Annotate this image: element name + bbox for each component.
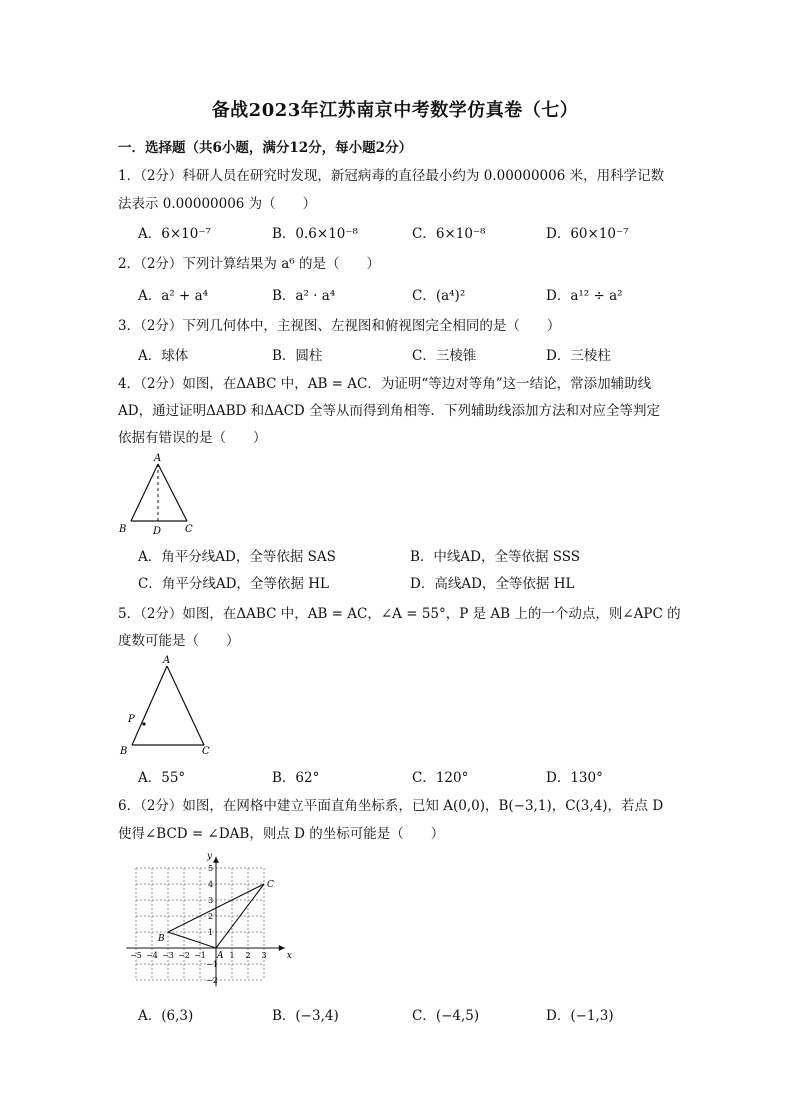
q4-side-ab: [131, 464, 158, 521]
q6-stem-line2: 使得∠BCD = ∠DAB，则点 D 的坐标可能是（ ）: [118, 826, 445, 842]
q4-stem-line2: AD，通过证明ΔABD 和ΔACD 全等从而得到角相等．下列辅助线添加方法和对应全等判定: [118, 403, 661, 419]
q4-stem-line3: 依据有错误的是（ ）: [118, 430, 267, 446]
q6-label-c: C: [267, 880, 274, 890]
q4-label-b: B: [119, 524, 127, 535]
q6-option-a[interactable]: A．(6,3): [138, 1008, 194, 1024]
q6-x-tick-label: −5: [130, 951, 142, 960]
q1-option-d[interactable]: D．60×10⁻⁷: [546, 226, 629, 242]
q4-label-d: D: [153, 526, 162, 537]
q6-y-tick-label: 2: [208, 912, 214, 921]
q3-option-a[interactable]: A．球体: [138, 348, 189, 364]
q2-stem: 2．（2分）下列计算结果为 a⁶ 的是（ ）: [118, 256, 380, 272]
q6-y-tick-label: 3: [208, 896, 214, 905]
q4-option-d[interactable]: D．高线AD，全等依据 HL: [410, 576, 575, 592]
q6-x-axis-arrow: [279, 945, 285, 951]
q3-option-b[interactable]: B．圆柱: [272, 348, 323, 364]
q4-stem-line1: 4．（2分）如图，在ΔABC 中，AB = AC．为证明“等边对等角”这一结论，常添加辅助线: [118, 376, 652, 392]
q5-option-a[interactable]: A．55°: [138, 770, 186, 786]
q3-stem: 3．（2分）下列几何体中，主视图、左视图和俯视图完全相同的是（ ）: [118, 318, 561, 334]
q4-side-ac: [158, 464, 187, 521]
q6-y-axis-label: y: [207, 851, 213, 862]
q1-option-b[interactable]: B．0.6×10⁻⁸: [272, 226, 358, 242]
q5-triangle-figure: [114, 652, 220, 758]
q6-tick-labels: [130, 864, 267, 985]
q6-x-tick-label: −1: [194, 951, 206, 960]
q5-label-p: P: [128, 714, 135, 725]
q3-option-c[interactable]: C．三棱锥: [412, 348, 477, 364]
q6-y-tick-label: 1: [208, 928, 214, 937]
q2-option-c[interactable]: C．(a⁴)²: [412, 288, 466, 304]
q5-stem-line2: 度数可能是（ ）: [118, 633, 240, 649]
q1-option-c[interactable]: C．6×10⁻⁸: [412, 226, 486, 242]
q5-option-d[interactable]: D．130°: [546, 770, 603, 786]
q1-stem-line1: 1．（2分）科研人员在研究时发现，新冠病毒的直径最小约为 0.00000006 米，用科学记数: [118, 168, 665, 184]
q6-stem-line1: 6．（2分）如图，在网格中建立平面直角坐标系，已知 A(0,0)，B(−3,1)，C(3,4)，若点 D: [118, 798, 664, 814]
q6-x-tick-label: −2: [178, 951, 190, 960]
q4-triangle-figure: [114, 450, 204, 538]
q6-option-c[interactable]: C．(−4,5): [412, 1008, 480, 1024]
q2-option-a[interactable]: A．a² + a⁴: [138, 288, 209, 304]
q6-x-tick-label: −3: [162, 951, 174, 960]
q6-y-tick-label: −2: [206, 976, 218, 985]
q4-label-a: A: [154, 453, 162, 464]
q6-x-axis-label: x: [286, 951, 292, 961]
q6-y-tick-label: 4: [208, 880, 214, 889]
q6-option-d[interactable]: D．(−1,3): [546, 1008, 614, 1024]
q4-label-c: C: [185, 524, 193, 535]
q5-label-a: A: [163, 655, 171, 666]
q4-option-a[interactable]: A．角平分线AD，全等依据 SAS: [138, 549, 336, 565]
q2-option-d[interactable]: D．a¹² ÷ a²: [546, 288, 623, 304]
q1-stem-line2: 法表示 0.00000006 为（ ）: [118, 196, 317, 212]
q4-option-b[interactable]: B．中线AD，全等依据 SSS: [410, 549, 581, 565]
q6-x-tick-label: −4: [146, 951, 158, 960]
q4-option-c[interactable]: C．角平分线AD，全等依据 HL: [138, 576, 329, 592]
section-heading: 一．选择题（共6小题，满分12分，每小题2分）: [118, 140, 413, 156]
q6-y-tick-label: −1: [206, 960, 218, 969]
q6-x-tick-label: 1: [229, 951, 235, 960]
q6-coordinate-grid-figure: [118, 848, 298, 990]
q5-label-b: B: [120, 746, 128, 757]
q6-label-b: B: [158, 934, 165, 944]
q6-y-tick-label: 5: [208, 864, 214, 873]
q5-side-ac: [167, 666, 204, 745]
q3-option-d[interactable]: D．三棱柱: [546, 348, 611, 364]
q6-x-tick-label: 2: [245, 951, 251, 960]
q6-label-a: A: [217, 951, 224, 961]
q6-y-axis-arrow: [213, 857, 219, 863]
q6-gridlines: [136, 868, 264, 980]
q5-label-c: C: [202, 746, 210, 757]
q5-side-ab: [132, 666, 167, 745]
q5-option-c[interactable]: C．120°: [412, 770, 469, 786]
page-title: 备战2023年江苏南京中考数学仿真卷（七）: [211, 100, 579, 121]
q5-point-p: [142, 722, 145, 725]
q2-option-b[interactable]: B．a² · a⁴: [272, 288, 336, 304]
q5-stem-line1: 5．（2分）如图，在ΔABC 中，AB = AC，∠A = 55°，P 是 AB 上的一个动点，则∠APC 的: [118, 606, 681, 622]
q1-option-a[interactable]: A．6×10⁻⁷: [138, 226, 211, 242]
q6-x-tick-label: 3: [261, 951, 267, 960]
q5-option-b[interactable]: B．62°: [272, 770, 320, 786]
q6-option-b[interactable]: B．(−3,4): [272, 1008, 339, 1024]
